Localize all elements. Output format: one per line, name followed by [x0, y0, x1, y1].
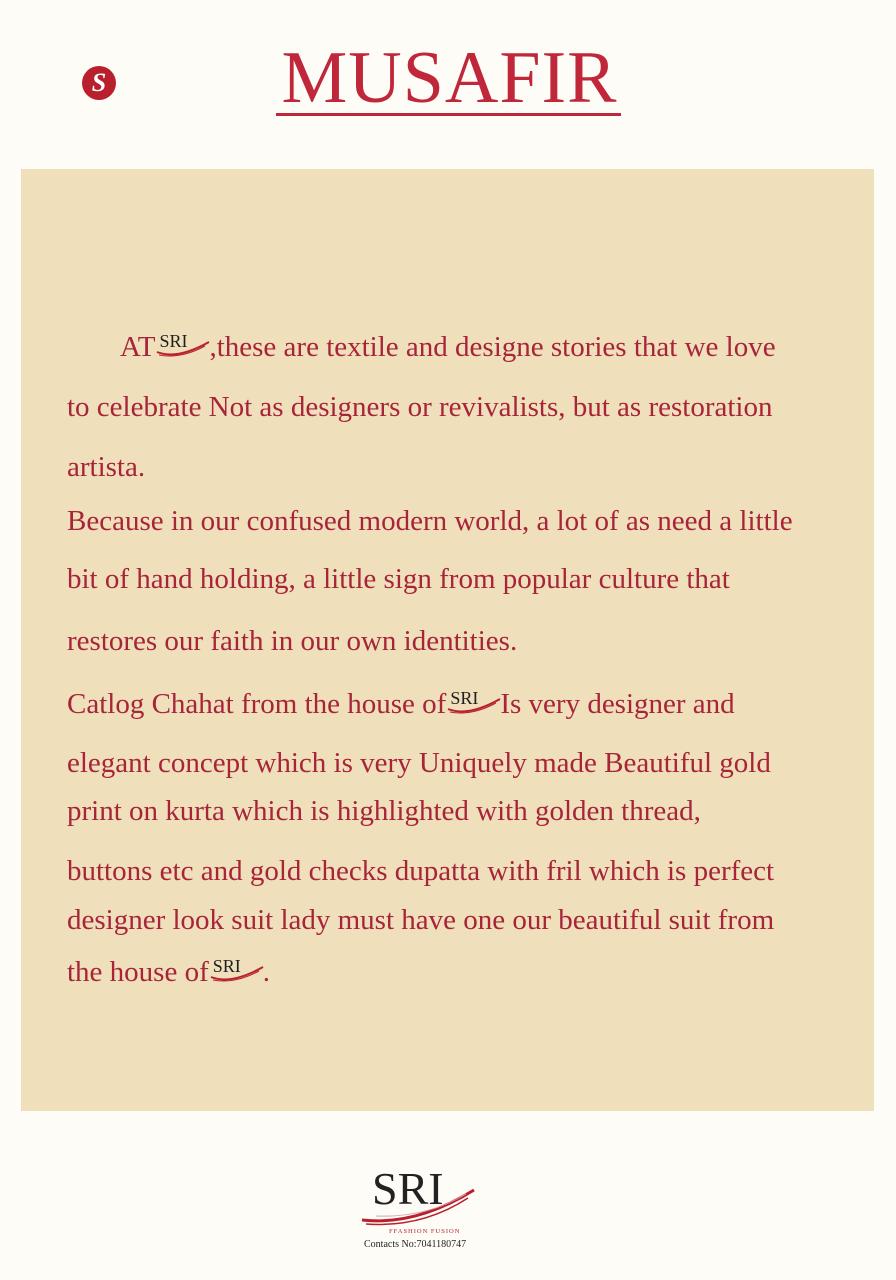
footer-logo	[356, 1160, 486, 1255]
text-line: the house of SRI .	[67, 956, 270, 988]
text-line: restores our faith in our own identities.	[67, 625, 518, 657]
footer-tagline: FFASHION FUSION	[389, 1228, 461, 1235]
text-line: AT SRI ,these are textile and designe stories that we love	[120, 331, 776, 363]
text-line: Because in our confused modern world, a lot of as need a little	[67, 505, 793, 537]
brand-s-icon: S	[82, 66, 116, 100]
sri-inline-logo: SRI	[209, 955, 263, 983]
footer-contact: Contacts No:7041180747	[364, 1239, 467, 1250]
text-line: buttons etc and gold checks dupatta with fril which is perfect	[67, 855, 775, 887]
text-line: artista.	[67, 451, 146, 483]
swoosh-icon	[356, 1186, 486, 1226]
footer-logo-text: SRI	[372, 1163, 444, 1214]
sri-inline-logo: SRI	[155, 330, 209, 358]
text-line: Catlog Chahat from the house of SRI Is very designer and	[67, 688, 735, 720]
text-line: elegant concept which is very Uniquely made Beautiful gold	[67, 747, 771, 779]
text-line: print on kurta which is highlighted with golden thread,	[67, 795, 701, 827]
text-line: to celebrate Not as designers or revivalists, but as restoration	[67, 391, 773, 423]
text-line: bit of hand holding, a little sign from popular culture that	[67, 563, 730, 595]
page-title: MUSAFIR	[0, 40, 896, 116]
text-line: designer look suit lady must have one our beautiful suit from	[67, 904, 775, 936]
sri-inline-logo: SRI	[446, 687, 500, 715]
